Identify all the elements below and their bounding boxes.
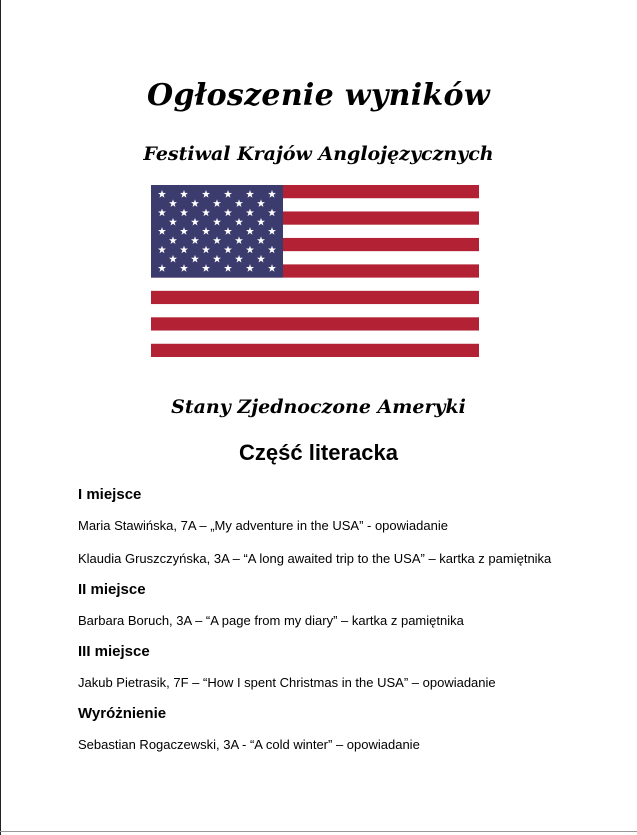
- us-flag-icon: [151, 185, 479, 357]
- place-heading: II miejsce: [78, 581, 146, 598]
- result-entry: Maria Stawińska, 7A – „My adventure in the USA” - opowiadanie: [78, 518, 448, 533]
- result-group-honorable-mention: [78, 705, 608, 755]
- country-title: Stany Zjednoczone Ameryki: [171, 396, 466, 418]
- result-entry: Jakub Pietrasik, 7F – “How I spent Christmas in the USA” – opowiadanie: [78, 675, 496, 690]
- section-heading: Część literacka: [239, 440, 398, 465]
- results-list: [78, 486, 608, 767]
- place-heading: III miejsce: [78, 643, 150, 660]
- result-entry: Sebastian Rogaczewski, 3A - “A cold winter” – opowiadanie: [78, 737, 420, 752]
- place-heading: I miejsce: [78, 486, 142, 503]
- page-title: Ogłoszenie wyników: [147, 78, 490, 113]
- result-entry: Klaudia Gruszczyńska, 3A – “A long awaited trip to the USA” – kartka z pamiętnika: [78, 551, 552, 566]
- result-group-1st: [78, 486, 608, 569]
- result-group-2nd: [78, 581, 608, 631]
- result-group-3rd: [78, 643, 608, 693]
- result-entry: Barbara Boruch, 3A – “A page from my diary” – kartka z pamiętnika: [78, 613, 464, 628]
- festival-title: Festiwal Krajów Anglojęzycznych: [143, 143, 494, 165]
- place-heading: Wyróżnienie: [78, 705, 167, 722]
- page-bottom-edge: [0, 831, 637, 832]
